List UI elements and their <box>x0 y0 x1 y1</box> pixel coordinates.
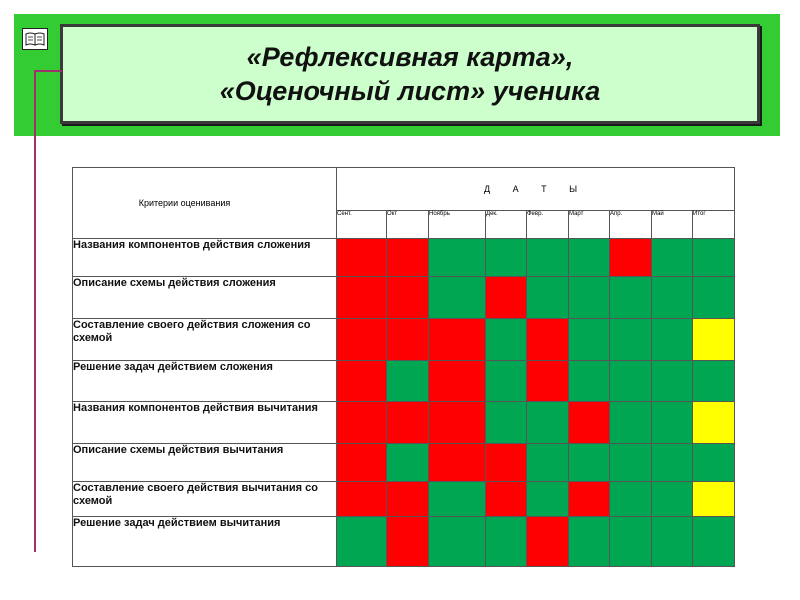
rating-cell-yellow <box>693 482 735 516</box>
rating-cell-green <box>610 444 652 482</box>
rating-cell-green <box>652 361 693 401</box>
rating-cell-red <box>429 444 486 482</box>
decorative-horizontal-line <box>34 70 62 72</box>
table-row <box>73 516 735 566</box>
rating-cell-red <box>569 482 610 516</box>
rating-cell-green <box>527 276 569 318</box>
rating-cell-green <box>569 319 610 361</box>
rating-cell-green <box>610 276 652 318</box>
table-row <box>73 482 735 516</box>
criterion-label: Составление своего действия вычитания со схемой <box>73 482 337 516</box>
criterion-label: Названия компонентов действия сложения <box>73 238 337 276</box>
rating-cell-red <box>387 319 429 361</box>
rating-cell-green <box>569 276 610 318</box>
rating-cell-green <box>693 276 735 318</box>
rating-cell-green <box>569 444 610 482</box>
rating-cell-green <box>569 361 610 401</box>
rating-cell-red <box>486 482 527 516</box>
rating-cell-green <box>693 444 735 482</box>
rating-cell-green <box>652 276 693 318</box>
rating-cell-red <box>337 238 387 276</box>
title-line-1: «Рефлексивная карта», <box>246 42 574 72</box>
title-line-2: «Оценочный лист» ученика <box>219 76 601 106</box>
rating-cell-yellow <box>693 401 735 443</box>
rating-cell-green <box>429 482 486 516</box>
month-header: Март <box>569 211 610 238</box>
rating-cell-red <box>337 361 387 401</box>
rating-cell-red <box>429 361 486 401</box>
month-header: Дек. <box>486 211 527 238</box>
rating-cell-green <box>486 319 527 361</box>
criterion-label: Решение задач действием вычитания <box>73 516 337 566</box>
table-row <box>73 238 735 276</box>
table-body <box>73 168 735 567</box>
rating-cell-green <box>652 516 693 566</box>
rating-cell-green <box>693 238 735 276</box>
rating-cell-green <box>429 276 486 318</box>
table-row <box>73 401 735 443</box>
criteria-header: Критерии оценивания <box>73 168 337 239</box>
rating-cell-red <box>387 238 429 276</box>
rating-cell-red <box>486 444 527 482</box>
table-row <box>73 276 735 318</box>
rating-cell-green <box>610 361 652 401</box>
rating-cell-red <box>527 319 569 361</box>
rating-cell-red <box>387 516 429 566</box>
criterion-label: Названия компонентов действия вычитания <box>73 401 337 443</box>
rating-cell-green <box>429 516 486 566</box>
rating-cell-red <box>337 276 387 318</box>
rating-cell-green <box>693 516 735 566</box>
rating-cell-green <box>652 444 693 482</box>
header-row <box>73 168 735 211</box>
rating-cell-green <box>652 319 693 361</box>
title-box <box>60 24 760 124</box>
open-book-icon-glyph <box>25 32 45 46</box>
dates-header: Д А Т Ы <box>337 168 735 211</box>
rating-cell-red <box>387 401 429 443</box>
rating-cell-red <box>429 319 486 361</box>
rating-cell-red <box>337 482 387 516</box>
month-header: Сент. <box>337 211 387 238</box>
month-header: Февр. <box>527 211 569 238</box>
rating-cell-green <box>429 238 486 276</box>
table-row <box>73 361 735 401</box>
rating-cell-red <box>337 401 387 443</box>
rating-cell-green <box>652 482 693 516</box>
month-header: Окт <box>387 211 429 238</box>
rating-cell-red <box>429 401 486 443</box>
criterion-label: Составление своего действия сложения со схемой <box>73 319 337 361</box>
rating-cell-red <box>387 482 429 516</box>
rating-cell-yellow <box>693 319 735 361</box>
rating-cell-green <box>527 238 569 276</box>
decorative-vertical-line <box>34 70 36 552</box>
rating-cell-red <box>337 319 387 361</box>
rating-cell-green <box>610 401 652 443</box>
rating-cell-red <box>569 401 610 443</box>
rating-cell-green <box>387 361 429 401</box>
rating-cell-green <box>610 319 652 361</box>
month-header: Май <box>652 211 693 238</box>
rating-cell-green <box>652 401 693 443</box>
table-row <box>73 319 735 361</box>
open-book-icon[interactable] <box>22 28 48 50</box>
rating-cell-green <box>486 516 527 566</box>
rating-cell-green <box>610 516 652 566</box>
month-header: Ноябрь <box>429 211 486 238</box>
rating-cell-red <box>486 276 527 318</box>
table-row <box>73 444 735 482</box>
rating-cell-green <box>693 361 735 401</box>
criterion-label: Решение задач действием сложения <box>73 361 337 401</box>
rating-cell-green <box>527 482 569 516</box>
rating-cell-green <box>486 401 527 443</box>
month-header: Апр. <box>610 211 652 238</box>
month-header: Итог <box>693 211 735 238</box>
assessment-table <box>72 167 735 567</box>
rating-cell-green <box>387 444 429 482</box>
rating-cell-red <box>387 276 429 318</box>
criterion-label: Описание схемы действия сложения <box>73 276 337 318</box>
rating-cell-red <box>337 444 387 482</box>
rating-cell-green <box>527 444 569 482</box>
rating-cell-green <box>527 401 569 443</box>
rating-cell-red <box>527 361 569 401</box>
rating-cell-red <box>610 238 652 276</box>
rating-cell-green <box>486 238 527 276</box>
rating-cell-green <box>610 482 652 516</box>
rating-cell-green <box>652 238 693 276</box>
rating-cell-green <box>337 516 387 566</box>
criterion-label: Описание схемы действия вычитания <box>73 444 337 482</box>
rating-cell-green <box>569 238 610 276</box>
rating-cell-green <box>569 516 610 566</box>
rating-cell-red <box>527 516 569 566</box>
rating-cell-green <box>486 361 527 401</box>
